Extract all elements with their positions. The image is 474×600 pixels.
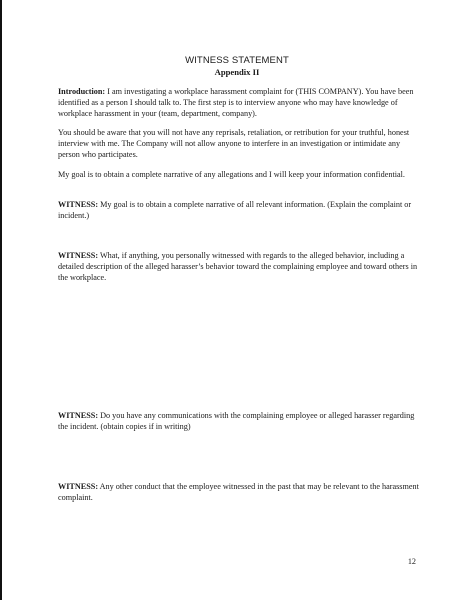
question-text: Do you have any communications with the complaining employee or alleged harasser regarding the incident. (obtain copies if in writing) bbox=[58, 411, 415, 432]
witness-label: WITNESS: bbox=[58, 411, 99, 420]
page-number: 12 bbox=[407, 557, 416, 566]
witness-question-observed bbox=[58, 250, 420, 284]
paragraph-text: My goal is to obtain a complete narrative of any allegations and I will keep your information confidential. bbox=[58, 170, 405, 179]
question-text: My goal is to obtain a complete narrative of all relevant information. (Explain the complaint or incident.) bbox=[58, 200, 412, 221]
paragraph-text: I am investigating a workplace harassment complaint for (THIS COMPANY). You have been identified as a person I should talk to. The first step is to interview anyone who may have knowledge of workplace harassment in your (team, department, company). bbox=[58, 87, 414, 119]
document-subtitle: Appendix II bbox=[214, 67, 260, 77]
introduction-paragraph bbox=[58, 86, 420, 120]
paragraph-label: Introduction: bbox=[58, 87, 106, 96]
question-text: What, if anything, you personally witnessed with regards to the alleged behavior, including a detailed description of the alleged harasser’s behavior toward the complaining employee and toward others in the workplace. bbox=[58, 251, 418, 283]
no-reprisal-paragraph bbox=[58, 127, 420, 161]
witness-question-communications bbox=[58, 410, 420, 432]
witness-question-narrative bbox=[58, 199, 420, 221]
question-text: Any other conduct that the employee witnessed in the past that may be relevant to the harassment complaint. bbox=[58, 482, 419, 503]
witness-label: WITNESS: bbox=[58, 482, 99, 491]
left-edge-border bbox=[0, 0, 2, 600]
witness-question-other-conduct bbox=[58, 481, 420, 503]
witness-label: WITNESS: bbox=[58, 251, 99, 260]
document-title: WITNESS STATEMENT bbox=[185, 55, 289, 66]
paragraph-text: You should be aware that you will not have any reprisals, retaliation, or retribution for your truthful, honest interview with me. The Company will not allow anyone to interfere in an investigation or intimidate any person who participates. bbox=[58, 128, 410, 160]
confidentiality-paragraph bbox=[58, 169, 420, 180]
witness-label: WITNESS: bbox=[58, 200, 99, 209]
